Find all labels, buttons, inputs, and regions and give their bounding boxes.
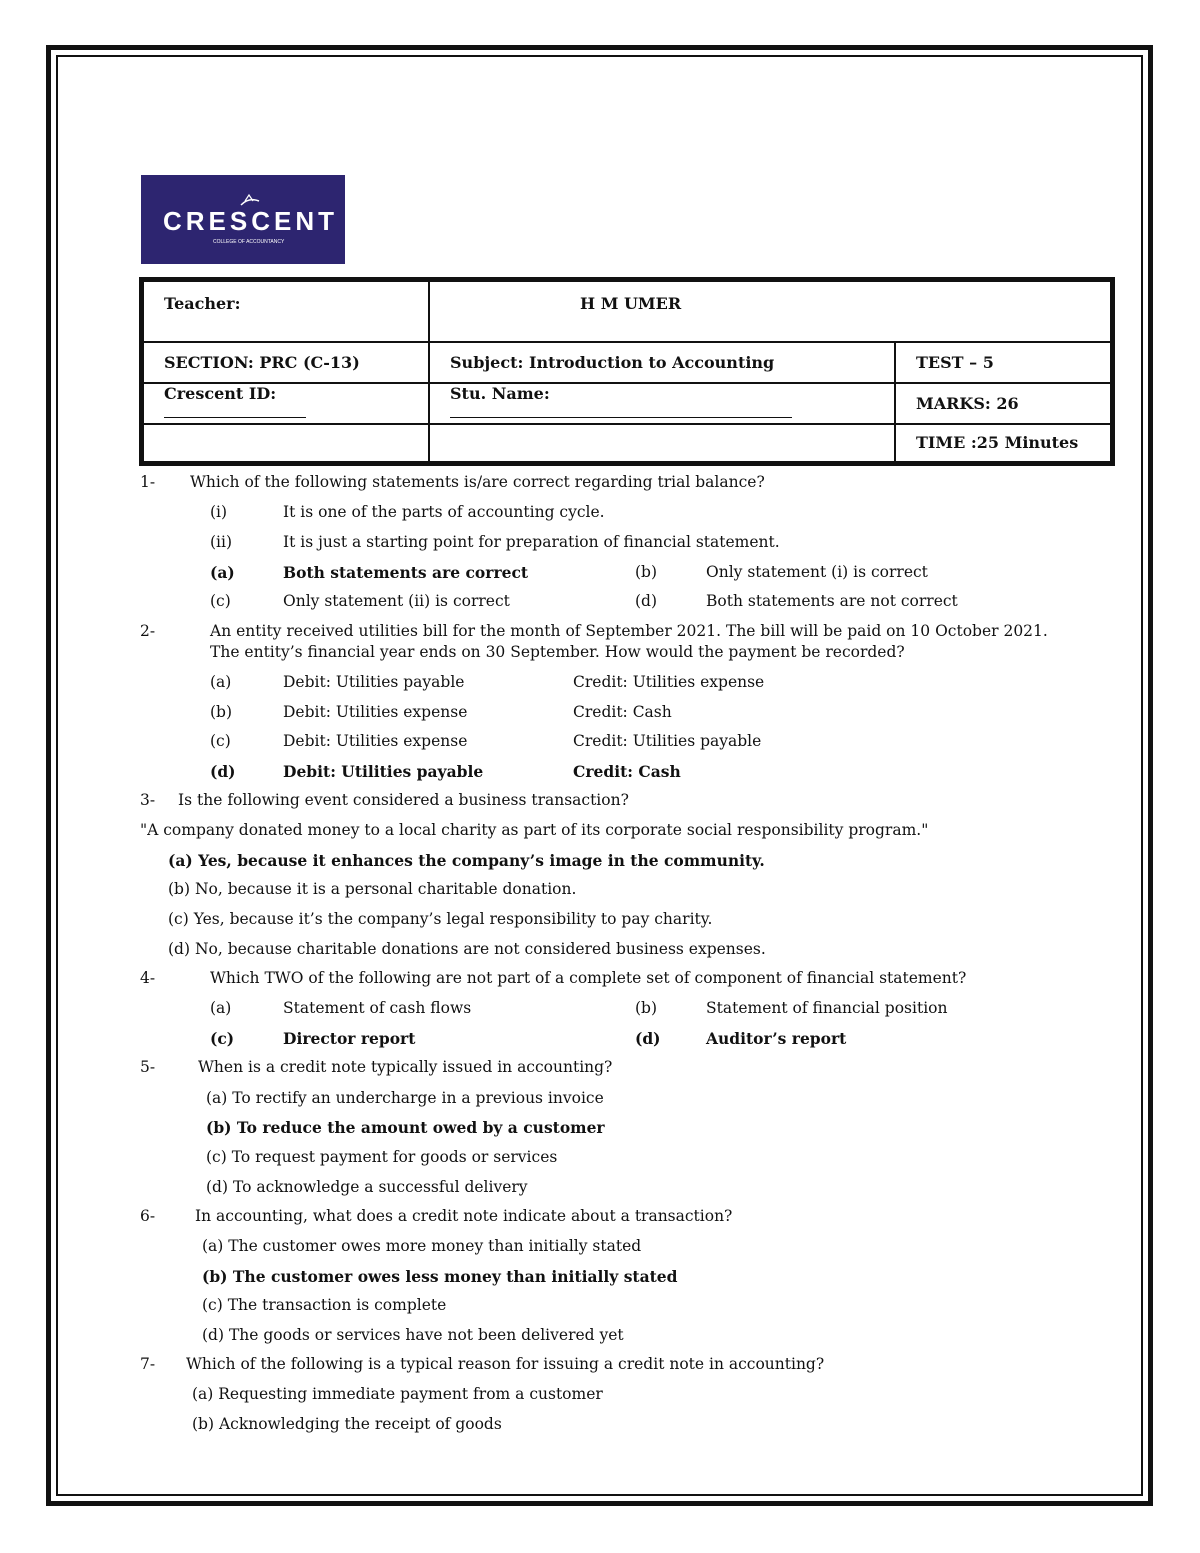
subject-cell: Subject: Introduction to Accounting xyxy=(429,342,895,383)
q5-text: When is a credit note typically issued in accounting? xyxy=(198,1058,613,1076)
test-header-table xyxy=(139,277,1115,466)
q2-option-d-label: (d) xyxy=(210,762,236,781)
teacher-label: Teacher: xyxy=(142,280,430,342)
q2-option-c-credit: Credit: Utilities payable xyxy=(573,732,762,750)
q4-option-d-label: (d) xyxy=(635,1029,661,1048)
q1-option-d-label: (d) xyxy=(635,592,658,610)
q4-option-c-text: Director report xyxy=(283,1029,416,1048)
q5-option-c: (c) To request payment for goods or services xyxy=(206,1148,558,1166)
q4-option-d-text: Auditor’s report xyxy=(706,1029,847,1048)
q5-number: 5- xyxy=(140,1058,156,1076)
q1-option-a-label: (a) xyxy=(210,563,235,582)
q4-text: Which TWO of the following are not part of a complete set of component of financial statement? xyxy=(210,969,967,987)
q2-option-b-credit: Credit: Cash xyxy=(573,703,672,721)
q2-number: 2- xyxy=(140,622,156,640)
logo-tagline: COLLEGE OF ACCOUNTANCY xyxy=(213,239,285,245)
test-number-cell: TEST – 5 xyxy=(895,342,1113,383)
q2-option-a-debit: Debit: Utilities payable xyxy=(283,673,465,691)
q6-option-d: (d) The goods or services have not been delivered yet xyxy=(202,1326,624,1344)
student-name-cell xyxy=(429,383,895,424)
q1-option-d-text: Both statements are not correct xyxy=(706,592,958,610)
empty-cell-2 xyxy=(429,424,895,464)
q4-number: 4- xyxy=(140,969,156,987)
q2-option-b-label: (b) xyxy=(210,703,233,721)
q1-option-c-text: Only statement (ii) is correct xyxy=(283,592,510,610)
q7-text: Which of the following is a typical reason for issuing a credit note in accounting? xyxy=(186,1355,825,1373)
marks-cell: MARKS: 26 xyxy=(895,383,1113,424)
q2-text-line-2: The entity’s financial year ends on 30 September. How would the payment be recorded? xyxy=(210,643,905,661)
q1-option-c-label: (c) xyxy=(210,592,231,610)
q1-option-a-text: Both statements are correct xyxy=(283,563,529,582)
q2-option-d-credit: Credit: Cash xyxy=(573,762,681,781)
q3-text: Is the following event considered a business transaction? xyxy=(178,791,629,809)
q2-option-d-debit: Debit: Utilities payable xyxy=(283,762,484,781)
q5-option-d: (d) To acknowledge a successful delivery xyxy=(206,1178,528,1196)
crescent-id-cell xyxy=(142,383,430,424)
q2-option-c-debit: Debit: Utilities expense xyxy=(283,732,468,750)
q3-option-d: (d) No, because charitable donations are not considered business expenses. xyxy=(168,940,766,958)
q3-option-a: (a) Yes, because it enhances the company’s image in the community. xyxy=(168,851,765,870)
q3-quote: "A company donated money to a local charity as part of its corporate social responsibility program." xyxy=(140,821,929,839)
q1-statement-i-label: (i) xyxy=(210,503,228,521)
logo-text: CRESCENT xyxy=(163,206,339,236)
q6-option-a: (a) The customer owes more money than initially stated xyxy=(202,1237,642,1255)
student-name-blank[interactable] xyxy=(450,417,792,418)
time-cell: TIME :25 Minutes xyxy=(895,424,1113,464)
q4-option-b-label: (b) xyxy=(635,999,658,1017)
q6-option-c: (c) The transaction is complete xyxy=(202,1296,447,1314)
empty-cell-1 xyxy=(142,424,430,464)
q1-statement-ii-label: (ii) xyxy=(210,533,233,551)
q2-option-a-label: (a) xyxy=(210,673,232,691)
crescent-id-blank[interactable] xyxy=(164,417,306,418)
q2-text-line-1: An entity received utilities bill for the month of September 2021. The bill will be paid on 10 October 2021. xyxy=(210,622,1048,640)
section-cell: SECTION: PRC (C-13) xyxy=(142,342,430,383)
q1-statement-ii-text: It is just a starting point for preparation of financial statement. xyxy=(283,533,780,551)
q3-option-b: (b) No, because it is a personal charitable donation. xyxy=(168,880,577,898)
q6-text: In accounting, what does a credit note indicate about a transaction? xyxy=(195,1207,733,1225)
q4-option-c-label: (c) xyxy=(210,1029,235,1048)
q7-number: 7- xyxy=(140,1355,156,1373)
q2-option-a-credit: Credit: Utilities expense xyxy=(573,673,765,691)
q2-option-b-debit: Debit: Utilities expense xyxy=(283,703,468,721)
crescent-logo xyxy=(141,175,345,264)
q3-number: 3- xyxy=(140,791,156,809)
q5-option-a: (a) To rectify an undercharge in a previous invoice xyxy=(206,1089,604,1107)
q1-option-b-label: (b) xyxy=(635,563,658,581)
q1-text: Which of the following statements is/are correct regarding trial balance? xyxy=(190,473,765,491)
q6-option-b: (b) The customer owes less money than initially stated xyxy=(202,1267,678,1286)
q2-option-c-label: (c) xyxy=(210,732,231,750)
teacher-name: H M UMER xyxy=(429,280,1113,342)
q4-option-a-label: (a) xyxy=(210,999,232,1017)
q1-statement-i-text: It is one of the parts of accounting cycle. xyxy=(283,503,605,521)
q1-option-b-text: Only statement (i) is correct xyxy=(706,563,928,581)
crescent-id-label: Crescent ID: xyxy=(164,384,277,403)
q7-option-a: (a) Requesting immediate payment from a customer xyxy=(192,1385,603,1403)
q1-number: 1- xyxy=(140,473,156,491)
q5-option-b: (b) To reduce the amount owed by a customer xyxy=(206,1118,605,1137)
q4-option-b-text: Statement of financial position xyxy=(706,999,948,1017)
q7-option-b: (b) Acknowledging the receipt of goods xyxy=(192,1415,502,1433)
q3-option-c: (c) Yes, because it’s the company’s legal responsibility to pay charity. xyxy=(168,910,713,928)
q6-number: 6- xyxy=(140,1207,156,1225)
student-name-label: Stu. Name: xyxy=(450,384,550,403)
q4-option-a-text: Statement of cash flows xyxy=(283,999,472,1017)
